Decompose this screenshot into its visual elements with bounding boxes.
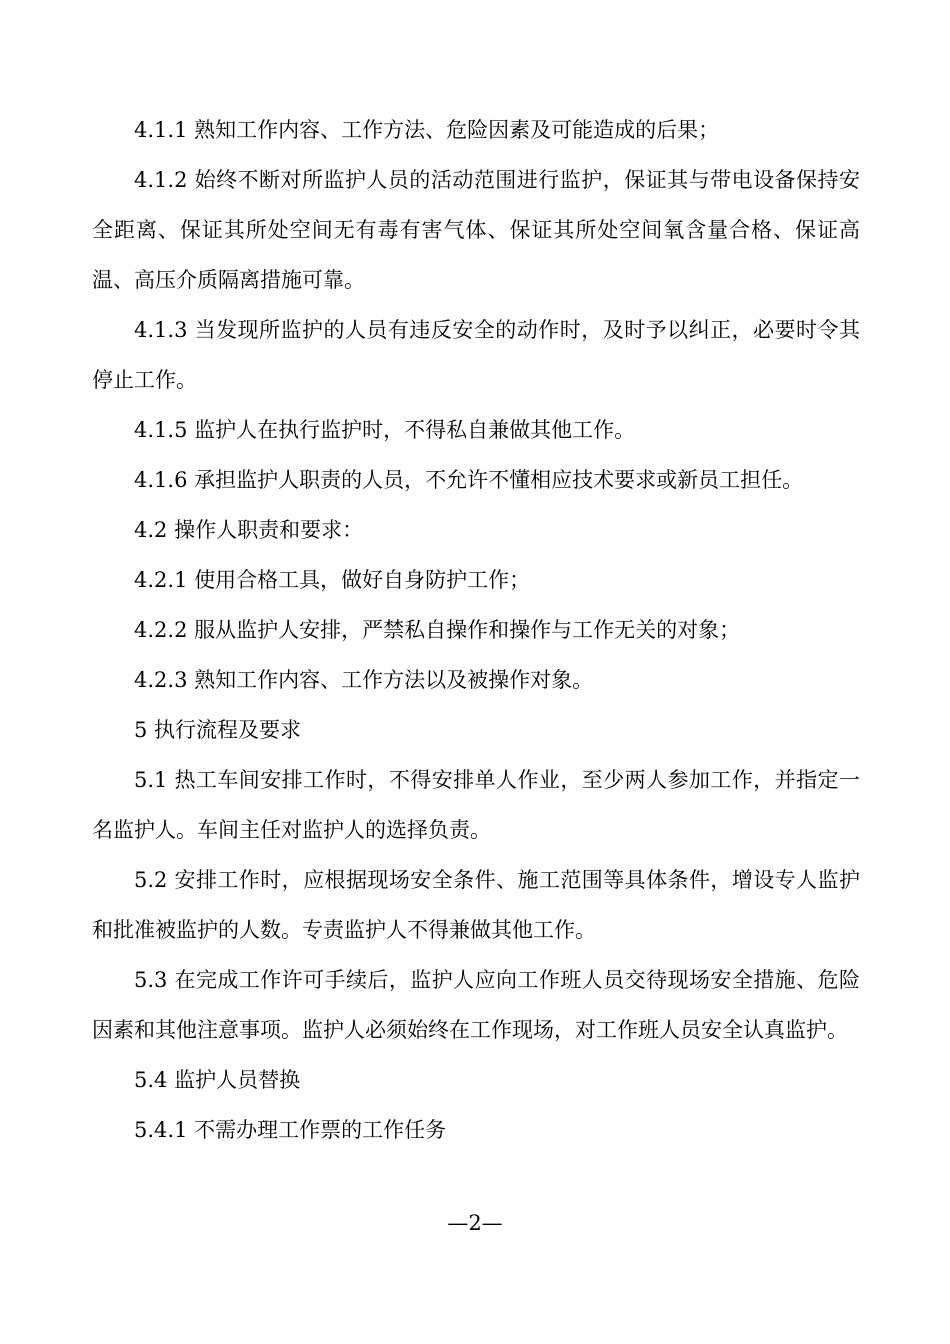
page-number: —2— bbox=[447, 1211, 503, 1235]
paragraph-5-3: 5.3 在完成工作许可手续后，监护人应向工作班人员交待现场安全措施、危险因素和其他注意事项。监护人必须始终在工作现场，对工作班人员安全认真监护。 bbox=[92, 968, 860, 1042]
paragraph-4-2-1: 4.2.1 使用合格工具，做好自身防护工作； bbox=[134, 568, 531, 592]
paragraph-4-2-2: 4.2.2 服从监护人安排，严禁私自操作和操作与工作无关的对象； bbox=[134, 618, 741, 642]
paragraph-5-4: 5.4 监护人员替换 bbox=[134, 1068, 301, 1092]
document-body bbox=[92, 105, 860, 1155]
paragraph-5-2: 5.2 安排工作时，应根据现场安全条件、施工范围等具体条件，增设专人监护和批准被监护的人数。专责监护人不得兼做其他工作。 bbox=[92, 868, 860, 942]
paragraph-4-1-6: 4.1.6 承担监护人职责的人员，不允许不懂相应技术要求或新员工担任。 bbox=[134, 468, 804, 492]
paragraph-4-1-5: 4.1.5 监护人在执行监护时，不得私自兼做其他工作。 bbox=[134, 418, 636, 442]
paragraph-4-1-3: 4.1.3 当发现所监护的人员有违反安全的动作时，及时予以纠正，必要时令其停止工作。 bbox=[92, 318, 860, 392]
paragraph-5-1: 5.1 热工车间安排工作时，不得安排单人作业，至少两人参加工作，并指定一名监护人。车间主任对监护人的选择负责。 bbox=[92, 768, 860, 842]
paragraph-4-2: 4.2 操作人职责和要求： bbox=[134, 518, 364, 542]
paragraph-4-2-3: 4.2.3 熟知工作内容、工作方法以及被操作对象。 bbox=[134, 668, 594, 692]
paragraph-4-1-1: 4.1.1 熟知工作内容、工作方法、危险因素及可能造成的后果； bbox=[134, 118, 720, 142]
paragraph-5-4-1: 5.4.1 不需办理工作票的工作任务 bbox=[134, 1118, 447, 1142]
section-heading-5: 5 执行流程及要求 bbox=[134, 718, 302, 742]
paragraph-4-1-2: 4.1.2 始终不断对所监护人员的活动范围进行监护，保证其与带电设备保持安全距离、保证其所处空间无有毒有害气体、保证其所处空间氧含量合格、保证高温、高压介质隔离措施可靠。 bbox=[92, 168, 860, 292]
